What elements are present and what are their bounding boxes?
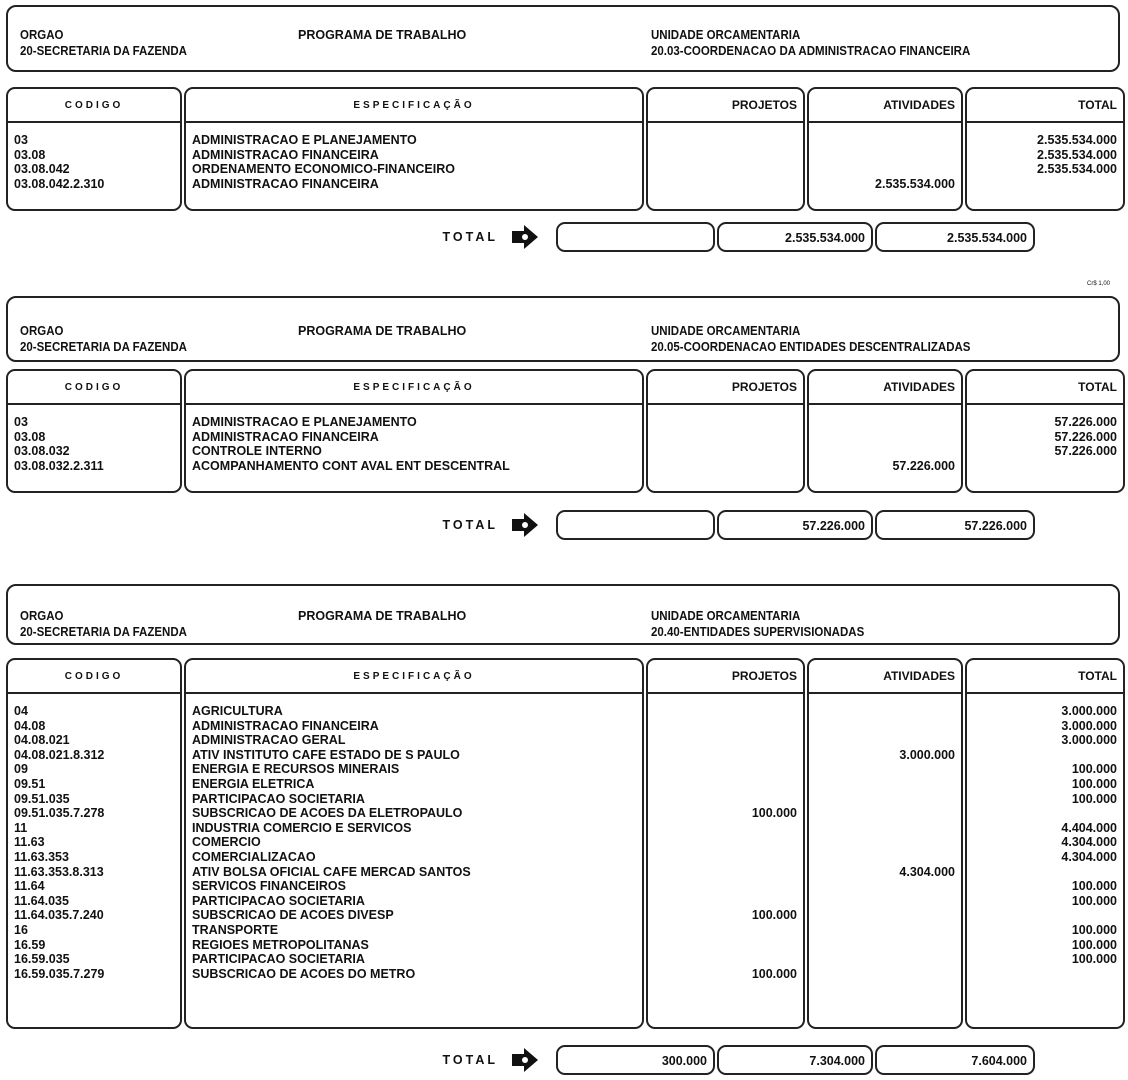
orgao-value: 20-SECRETARIA DA FAZENDA bbox=[20, 44, 187, 58]
cell-projetos bbox=[648, 865, 803, 880]
cell-atividades: 57.226.000 bbox=[892, 458, 955, 473]
column-espec bbox=[184, 87, 644, 211]
cell-total: 100.000 bbox=[1071, 893, 1117, 908]
cell-espec: SUBSCRICAO DE ACOES DO METRO bbox=[192, 966, 416, 981]
column-header-projetos: PROJETOS bbox=[648, 371, 803, 405]
cell-total bbox=[967, 459, 1123, 474]
cell-codigo: 04.08.021 bbox=[14, 733, 70, 748]
total-row bbox=[388, 1045, 1035, 1075]
cell-espec: ADMINISTRACAO FINANCEIRA bbox=[192, 718, 379, 733]
cell-espec: ATIV INSTITUTO CAFE ESTADO DE S PAULO bbox=[192, 747, 460, 762]
cell-codigo: 09.51.035 bbox=[14, 791, 70, 806]
column-espec bbox=[184, 658, 644, 1029]
cell-codigo: 16 bbox=[14, 922, 28, 937]
cell-atividades bbox=[809, 908, 961, 923]
column-codigo bbox=[6, 658, 182, 1029]
unidade-label: UNIDADE ORCAMENTARIA bbox=[651, 28, 801, 42]
column-header-total: TOTAL bbox=[967, 89, 1123, 123]
column-header-atividades: ATIVIDADES bbox=[809, 89, 961, 123]
cell-atividades bbox=[809, 923, 961, 938]
orgao-label: ORGAO bbox=[20, 609, 64, 623]
cell-total: 100.000 bbox=[1071, 937, 1117, 952]
arrow-right-icon bbox=[510, 224, 540, 250]
cell-total: 4.304.000 bbox=[1061, 835, 1117, 850]
cell-projetos bbox=[648, 719, 803, 734]
total-atividades: 57.226.000 bbox=[717, 510, 873, 540]
cell-atividades bbox=[809, 704, 961, 719]
cell-codigo: 11.63.353.8.313 bbox=[14, 864, 104, 879]
cell-codigo: 03.08 bbox=[14, 147, 46, 162]
programa-label: PROGRAMA DE TRABALHO bbox=[298, 324, 467, 338]
cell-espec: SUBSCRICAO DE ACOES DA ELETROPAULO bbox=[192, 806, 463, 821]
cell-codigo: 11.63.353 bbox=[14, 849, 69, 864]
cell-codigo: 11.63 bbox=[14, 835, 45, 850]
cell-total: 100.000 bbox=[1071, 776, 1117, 791]
cell-espec: TRANSPORTE bbox=[192, 922, 279, 937]
column-header-espec: ESPECIFICAÇÃO bbox=[186, 371, 642, 405]
cell-projetos bbox=[648, 777, 803, 792]
cell-projetos bbox=[648, 733, 803, 748]
cell-total: 100.000 bbox=[1071, 922, 1117, 937]
cell-total bbox=[967, 865, 1123, 880]
cell-atividades bbox=[809, 952, 961, 967]
cell-total bbox=[967, 177, 1123, 192]
cell-espec: ACOMPANHAMENTO CONT AVAL ENT DESCENTRAL bbox=[192, 458, 510, 473]
cell-codigo: 03.08.032.2.311 bbox=[14, 458, 104, 473]
cell-projetos bbox=[648, 162, 803, 177]
cell-codigo: 03.08.042 bbox=[14, 162, 70, 177]
cell-atividades bbox=[809, 148, 961, 163]
cell-projetos bbox=[648, 430, 803, 445]
cell-atividades bbox=[809, 430, 961, 445]
cell-total bbox=[967, 967, 1123, 982]
cell-projetos bbox=[648, 459, 803, 474]
cell-total: 57.226.000 bbox=[1054, 415, 1117, 429]
cell-atividades bbox=[809, 792, 961, 807]
cell-codigo: 03.08.042.2.310 bbox=[14, 176, 105, 191]
total-row bbox=[388, 510, 1035, 540]
column-header-atividades: ATIVIDADES bbox=[809, 660, 961, 694]
cell-projetos bbox=[648, 704, 803, 719]
cell-projetos bbox=[648, 821, 803, 836]
cell-total: 2.535.534.000 bbox=[1037, 147, 1117, 162]
budget-table bbox=[6, 87, 1125, 211]
section-header bbox=[6, 5, 1120, 72]
cell-espec: ADMINISTRACAO E PLANEJAMENTO bbox=[192, 415, 417, 429]
cell-projetos bbox=[648, 444, 803, 459]
cell-projetos bbox=[648, 952, 803, 967]
currency-unit: Cr$ 1,00 bbox=[1086, 281, 1110, 287]
orgao-value: 20-SECRETARIA DA FAZENDA bbox=[20, 625, 187, 639]
column-header-projetos: PROJETOS bbox=[648, 660, 803, 694]
column-atividades bbox=[807, 658, 963, 1029]
unidade-value: 20.40-ENTIDADES SUPERVISIONADAS bbox=[651, 625, 865, 639]
cell-atividades bbox=[809, 821, 961, 836]
cell-atividades bbox=[809, 415, 961, 430]
cell-projetos: 100.000 bbox=[751, 966, 797, 981]
column-header-total: TOTAL bbox=[967, 660, 1123, 694]
column-header-projetos: PROJETOS bbox=[648, 89, 803, 123]
total-label: TOTAL bbox=[442, 230, 498, 244]
cell-atividades bbox=[809, 879, 961, 894]
unidade-value: 20.05-COORDENACAO ENTIDADES DESCENTRALIZADAS bbox=[651, 340, 971, 354]
programa-label: PROGRAMA DE TRABALHO bbox=[298, 28, 467, 42]
cell-codigo: 11.64.035 bbox=[14, 893, 69, 908]
cell-projetos bbox=[648, 850, 803, 865]
cell-espec: ADMINISTRACAO FINANCEIRA bbox=[192, 429, 379, 444]
total-total: 7.604.000 bbox=[875, 1045, 1035, 1075]
cell-total: 57.226.000 bbox=[1054, 444, 1117, 459]
cell-espec: COMERCIALIZACAO bbox=[192, 849, 316, 864]
cell-projetos bbox=[648, 748, 803, 763]
cell-total: 2.535.534.000 bbox=[1037, 162, 1117, 177]
cell-espec: INDUSTRIA COMERCIO E SERVICOS bbox=[192, 820, 412, 835]
column-header-total: TOTAL bbox=[967, 371, 1123, 405]
budget-table bbox=[6, 658, 1125, 1029]
cell-espec: SERVICOS FINANCEIROS bbox=[192, 879, 346, 894]
column-projetos bbox=[646, 658, 805, 1029]
cell-total bbox=[967, 806, 1123, 821]
cell-projetos: 100.000 bbox=[751, 908, 797, 923]
cell-total: 57.226.000 bbox=[1054, 429, 1117, 444]
arrow-right-icon bbox=[510, 512, 540, 538]
cell-atividades bbox=[809, 733, 961, 748]
cell-atividades: 4.304.000 bbox=[899, 864, 955, 879]
cell-espec: PARTICIPACAO SOCIETARIA bbox=[192, 893, 365, 908]
cell-total: 100.000 bbox=[1071, 762, 1117, 777]
cell-atividades bbox=[809, 806, 961, 821]
cell-espec: ENERGIA E RECURSOS MINERAIS bbox=[192, 762, 400, 777]
budget-table bbox=[6, 369, 1125, 493]
cell-codigo: 04 bbox=[14, 704, 28, 718]
column-total bbox=[965, 369, 1125, 493]
column-header-espec: ESPECIFICAÇÃO bbox=[186, 660, 642, 694]
cell-atividades bbox=[809, 133, 961, 148]
cell-espec: ADMINISTRACAO FINANCEIRA bbox=[192, 176, 379, 191]
cell-espec: COMERCIO bbox=[192, 835, 261, 850]
cell-espec: SUBSCRICAO DE ACOES DIVESP bbox=[192, 908, 394, 923]
orgao-label: ORGAO bbox=[20, 324, 64, 338]
total-atividades: 2.535.534.000 bbox=[717, 222, 873, 252]
cell-codigo: 09 bbox=[14, 762, 28, 777]
column-espec bbox=[184, 369, 644, 493]
column-atividades bbox=[807, 87, 963, 211]
cell-espec: AGRICULTURA bbox=[192, 704, 283, 718]
cell-atividades bbox=[809, 850, 961, 865]
cell-codigo: 03.08.032 bbox=[14, 444, 70, 459]
cell-espec: ADMINISTRACAO E PLANEJAMENTO bbox=[192, 133, 417, 147]
total-row bbox=[388, 222, 1035, 252]
cell-codigo: 04.08 bbox=[14, 718, 46, 733]
cell-codigo: 16.59 bbox=[14, 937, 46, 952]
cell-projetos bbox=[648, 148, 803, 163]
total-total: 57.226.000 bbox=[875, 510, 1035, 540]
orgao-label: ORGAO bbox=[20, 28, 64, 42]
cell-projetos bbox=[648, 415, 803, 430]
column-header-espec: ESPECIFICAÇÃO bbox=[186, 89, 642, 123]
total-projetos bbox=[556, 222, 715, 252]
cell-codigo: 11.64.035.7.240 bbox=[14, 908, 104, 923]
cell-total bbox=[967, 908, 1123, 923]
cell-atividades bbox=[809, 162, 961, 177]
arrow-right-icon bbox=[510, 1047, 540, 1073]
cell-atividades bbox=[809, 444, 961, 459]
total-label: TOTAL bbox=[442, 518, 498, 532]
cell-espec: PARTICIPACAO SOCIETARIA bbox=[192, 952, 365, 967]
cell-codigo: 09.51.035.7.278 bbox=[14, 806, 105, 821]
cell-espec: ATIV BOLSA OFICIAL CAFE MERCAD SANTOS bbox=[192, 864, 471, 879]
section-header bbox=[6, 584, 1120, 645]
orgao-value: 20-SECRETARIA DA FAZENDA bbox=[20, 340, 187, 354]
cell-total: 3.000.000 bbox=[1061, 718, 1117, 733]
cell-codigo: 11 bbox=[14, 820, 28, 835]
column-projetos bbox=[646, 369, 805, 493]
cell-total: 4.404.000 bbox=[1061, 820, 1117, 835]
column-projetos bbox=[646, 87, 805, 211]
cell-projetos: 100.000 bbox=[751, 806, 797, 821]
unidade-value: 20.03-COORDENACAO DA ADMINISTRACAO FINANCEIRA bbox=[651, 44, 971, 58]
cell-total: 4.304.000 bbox=[1061, 849, 1117, 864]
cell-total: 100.000 bbox=[1071, 791, 1117, 806]
cell-projetos bbox=[648, 835, 803, 850]
cell-codigo: 16.59.035.7.279 bbox=[14, 966, 105, 981]
cell-projetos bbox=[648, 133, 803, 148]
cell-codigo: 03 bbox=[14, 415, 28, 429]
cell-codigo: 09.51 bbox=[14, 776, 46, 791]
cell-total: 100.000 bbox=[1071, 879, 1117, 894]
total-projetos: 300.000 bbox=[556, 1045, 715, 1075]
cell-atividades bbox=[809, 719, 961, 734]
cell-total bbox=[967, 748, 1123, 763]
cell-atividades: 3.000.000 bbox=[899, 747, 955, 762]
total-label: TOTAL bbox=[442, 1053, 498, 1067]
cell-atividades bbox=[809, 777, 961, 792]
cell-espec: PARTICIPACAO SOCIETARIA bbox=[192, 791, 365, 806]
total-projetos bbox=[556, 510, 715, 540]
cell-projetos bbox=[648, 923, 803, 938]
cell-codigo: 03.08 bbox=[14, 429, 46, 444]
cell-projetos bbox=[648, 879, 803, 894]
column-codigo bbox=[6, 87, 182, 211]
cell-atividades bbox=[809, 967, 961, 982]
cell-codigo: 16.59.035 bbox=[14, 952, 70, 967]
cell-espec: ADMINISTRACAO GERAL bbox=[192, 733, 346, 748]
cell-projetos bbox=[648, 938, 803, 953]
column-header-atividades: ATIVIDADES bbox=[809, 371, 961, 405]
column-total bbox=[965, 658, 1125, 1029]
cell-total: 3.000.000 bbox=[1061, 704, 1117, 718]
programa-label: PROGRAMA DE TRABALHO bbox=[298, 609, 467, 623]
cell-atividades: 2.535.534.000 bbox=[875, 176, 955, 191]
cell-atividades bbox=[809, 938, 961, 953]
column-total bbox=[965, 87, 1125, 211]
cell-total: 3.000.000 bbox=[1061, 733, 1117, 748]
cell-codigo: 11.64 bbox=[14, 879, 45, 894]
column-header-codigo: CODIGO bbox=[8, 371, 180, 405]
column-header-codigo: CODIGO bbox=[8, 660, 180, 694]
cell-total: 100.000 bbox=[1071, 952, 1117, 967]
cell-codigo: 04.08.021.8.312 bbox=[14, 747, 105, 762]
column-codigo bbox=[6, 369, 182, 493]
cell-atividades bbox=[809, 762, 961, 777]
cell-espec: ADMINISTRACAO FINANCEIRA bbox=[192, 147, 379, 162]
cell-espec: REGIOES METROPOLITANAS bbox=[192, 937, 369, 952]
total-atividades: 7.304.000 bbox=[717, 1045, 873, 1075]
total-total: 2.535.534.000 bbox=[875, 222, 1035, 252]
cell-espec: ORDENAMENTO ECONOMICO-FINANCEIRO bbox=[192, 162, 455, 177]
column-atividades bbox=[807, 369, 963, 493]
cell-projetos bbox=[648, 762, 803, 777]
cell-projetos bbox=[648, 894, 803, 909]
cell-projetos bbox=[648, 792, 803, 807]
cell-projetos bbox=[648, 177, 803, 192]
cell-espec: ENERGIA ELETRICA bbox=[192, 776, 315, 791]
cell-codigo: 03 bbox=[14, 133, 28, 147]
unidade-label: UNIDADE ORCAMENTARIA bbox=[651, 609, 801, 623]
section-header bbox=[6, 296, 1120, 362]
column-header-codigo: CODIGO bbox=[8, 89, 180, 123]
cell-total: 2.535.534.000 bbox=[1037, 133, 1117, 147]
unidade-label: UNIDADE ORCAMENTARIA bbox=[651, 324, 801, 338]
cell-atividades bbox=[809, 835, 961, 850]
cell-atividades bbox=[809, 894, 961, 909]
cell-espec: CONTROLE INTERNO bbox=[192, 444, 322, 459]
